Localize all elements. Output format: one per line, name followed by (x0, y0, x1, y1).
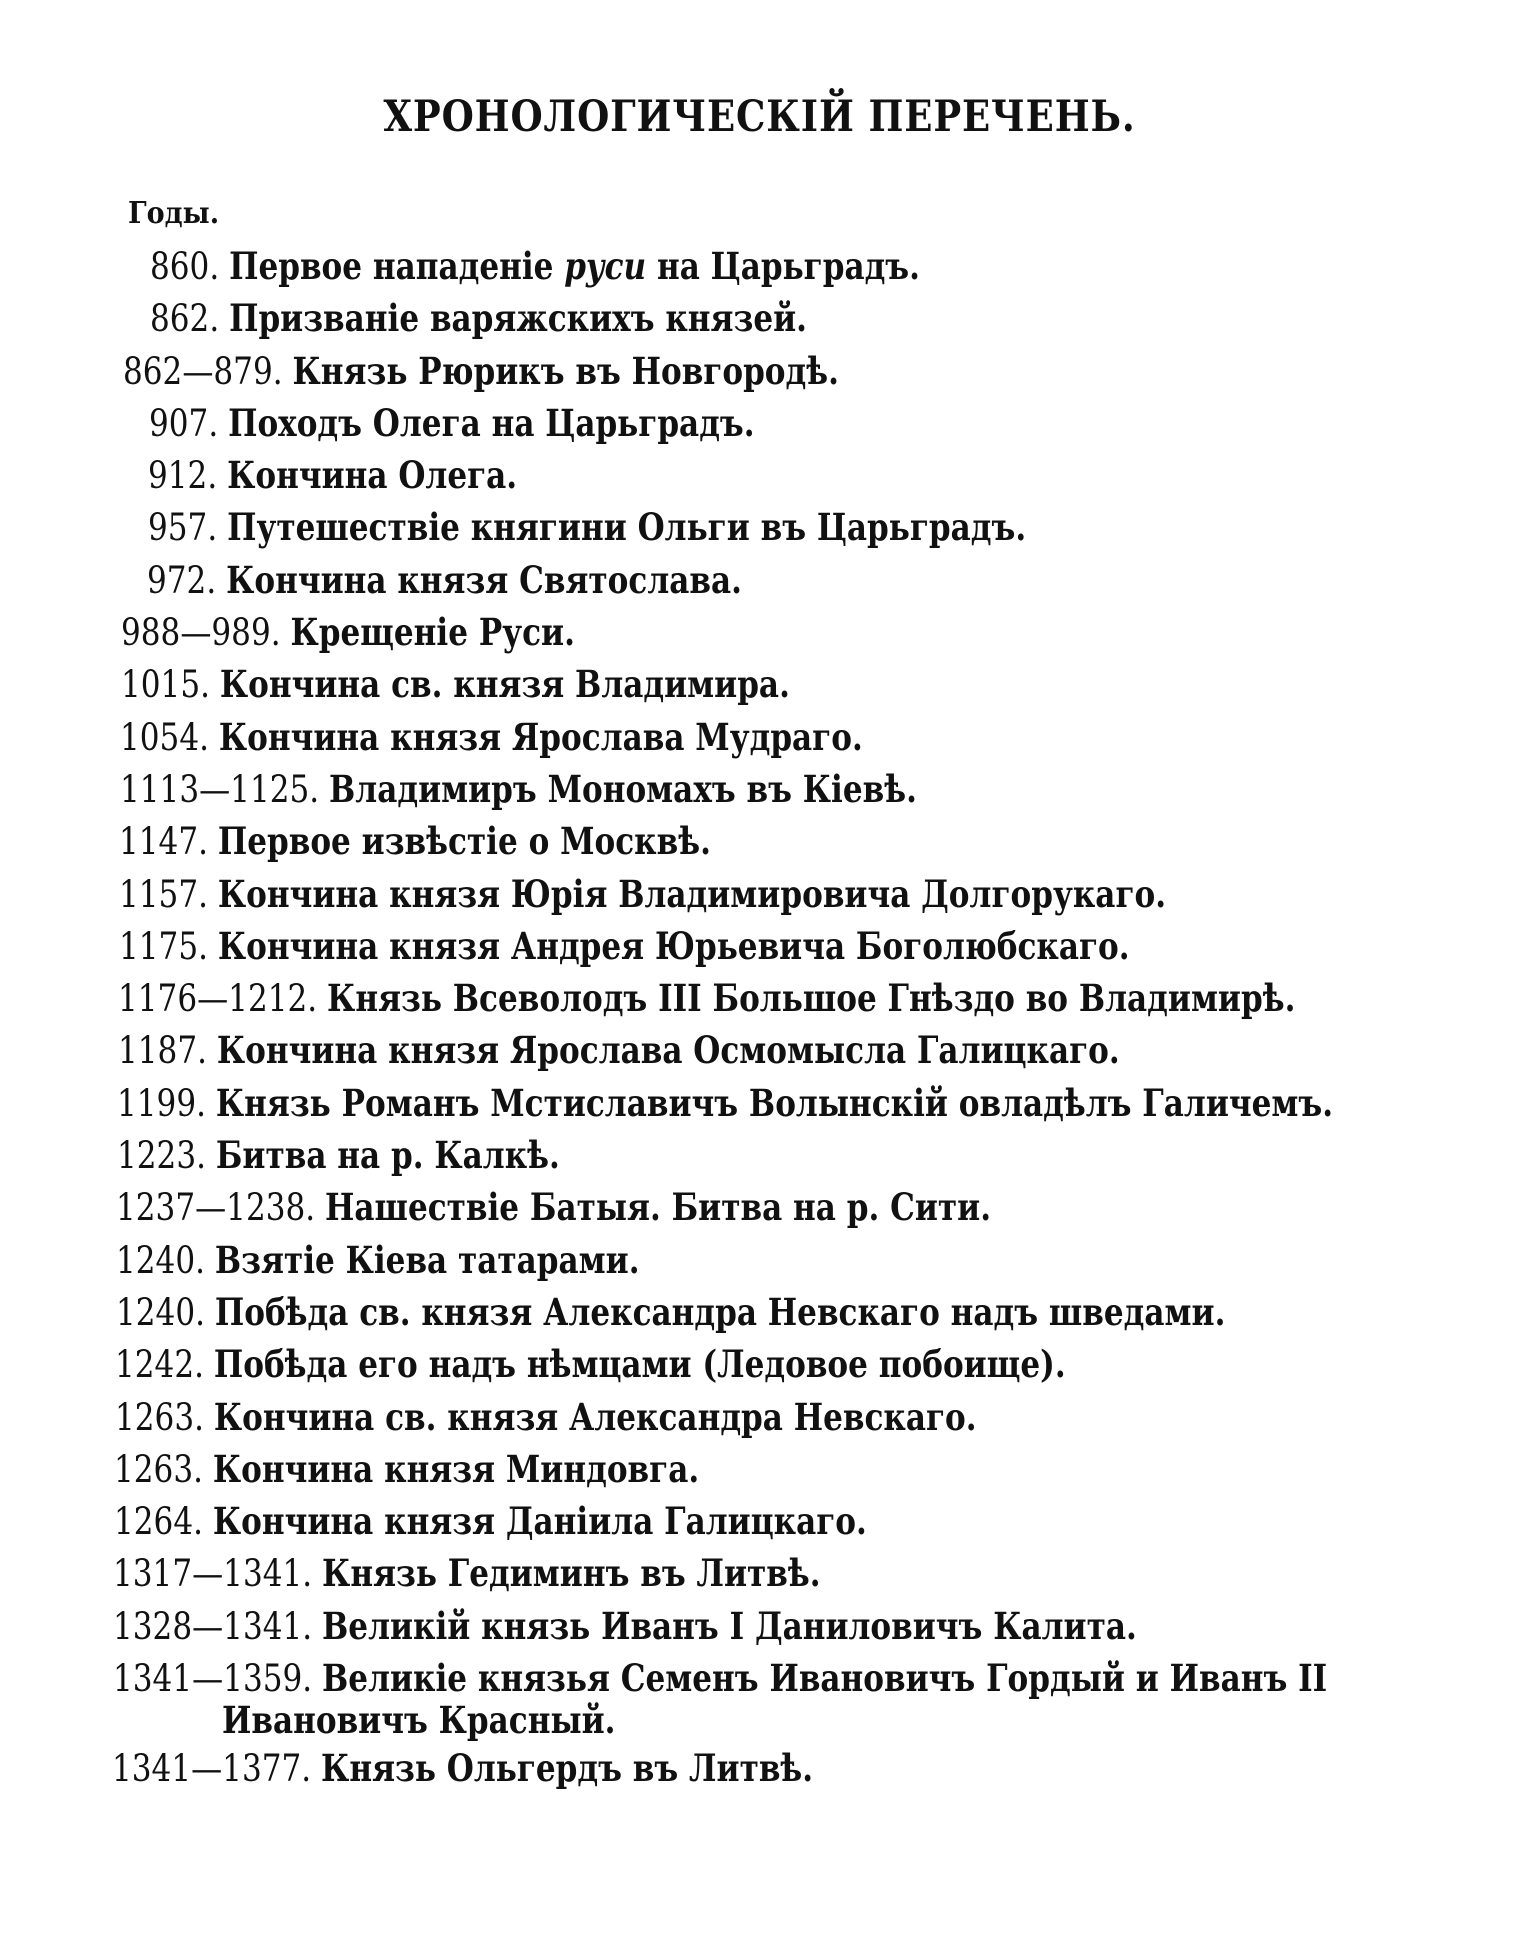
entry-event-text: Кончина князя Миндовга. (212, 1446, 700, 1491)
entry-continuation: Ивановичъ Красный. (222, 1698, 616, 1743)
entry-year: 957. (148, 506, 218, 550)
list-item (0, 1077, 1519, 1129)
list-item (0, 763, 1519, 815)
entry-year: 1176—1212. (118, 977, 318, 1021)
entry-event-emphasis: руси (564, 244, 647, 288)
entry-year: 1157. (119, 872, 208, 916)
entry-event (322, 1551, 821, 1595)
list-item (0, 292, 1519, 344)
entry-event (219, 715, 863, 759)
entry-event (226, 558, 742, 602)
entry-year: 860. (150, 245, 220, 288)
entry-event-text: Первое нападеніе (229, 244, 565, 288)
entry-year: 1317—1341. (113, 1552, 313, 1596)
entry-event (321, 1746, 813, 1790)
entry-event (216, 1133, 560, 1177)
list-item (0, 1024, 1519, 1076)
list-item (0, 1391, 1519, 1443)
chronology-list (0, 240, 1519, 1794)
entry-event (227, 505, 1026, 549)
entry-event (229, 296, 807, 340)
entry-event-text: Князь Гедиминъ въ Литвѣ. (322, 1551, 821, 1596)
entry-event (218, 872, 1166, 916)
list-item (0, 501, 1519, 553)
entry-event (290, 610, 574, 654)
list-item (0, 1600, 1519, 1652)
entry-year: 1328—1341. (113, 1604, 313, 1648)
entry-event-text: Князь Рюрикъ въ Новгородѣ. (292, 348, 839, 393)
entry-year: 862—879. (123, 349, 283, 393)
list-item (0, 815, 1519, 867)
entry-event-text: Князь Ольгердъ въ Литвѣ. (321, 1746, 814, 1791)
entry-event (218, 819, 711, 863)
entry-event-text: Побѣда его надъ нѣмцами (Ледовое побоище). (213, 1342, 1066, 1387)
list-item (0, 240, 1519, 292)
entry-year: 988—989. (121, 611, 281, 655)
entry-event (214, 1395, 977, 1439)
entry-event-text-end: на Царьградъ. (646, 244, 920, 288)
entry-event (216, 1081, 1333, 1125)
list-item (0, 1652, 1519, 1742)
list-item (0, 449, 1519, 501)
list-item (0, 1742, 1519, 1794)
entry-year: 972. (147, 558, 217, 602)
list-item (0, 972, 1519, 1024)
entry-event (229, 244, 920, 288)
entry-event-text: Побѣда св. князя Александра Невскаго надъ шведами. (214, 1289, 1226, 1334)
entry-year: 1199. (117, 1081, 206, 1125)
list-item (0, 1547, 1519, 1599)
list-item (0, 1443, 1519, 1495)
entry-year: 1341—1377. (112, 1747, 312, 1791)
entry-event (213, 1499, 867, 1543)
entry-event-text: Кончина св. князя Владимира. (219, 662, 790, 707)
entry-year: 1223. (117, 1134, 206, 1178)
entry-event (325, 1185, 991, 1229)
entry-event-text: Князь Всеволодъ III Большое Гнѣздо во Владимирѣ. (327, 976, 1296, 1021)
entry-year: 912. (148, 454, 218, 498)
entry-event-text: Великій князь Иванъ I Даниловичъ Калита. (322, 1603, 1137, 1648)
entry-year: 1264. (114, 1500, 203, 1544)
entry-event (215, 1238, 640, 1282)
entry-year: 1240. (116, 1290, 205, 1334)
entry-event (228, 401, 754, 445)
entry-year: 1240. (116, 1238, 205, 1282)
entry-event (327, 976, 1295, 1020)
list-item (0, 711, 1519, 763)
entry-year: 1054. (120, 715, 209, 759)
entry-event (329, 767, 917, 811)
entry-event-text: Кончина св. князя Александра Невскаго. (213, 1394, 977, 1439)
entry-event (213, 1447, 699, 1491)
entry-event-text: Кончина князя Святослава. (226, 557, 742, 602)
list-item (0, 920, 1519, 972)
entry-event-text: Кончина Олега. (227, 453, 518, 498)
entry-event (220, 662, 790, 706)
entry-event (214, 1342, 1066, 1386)
entry-event-text: Первое извѣстіе о Москвѣ. (217, 819, 711, 864)
entry-event-text: Крещеніе Руси. (290, 610, 575, 655)
entry-year: 1237—1238. (116, 1186, 316, 1230)
entry-year: 862. (150, 297, 220, 341)
entry-year: 1242. (115, 1343, 204, 1387)
entry-event (218, 924, 1130, 968)
entry-year: 1175. (119, 924, 208, 968)
entry-year: 1263. (114, 1447, 203, 1491)
list-item (0, 1495, 1519, 1547)
entry-event-text: Владимиръ Мономахъ въ Кіевѣ. (329, 766, 917, 811)
entry-event-text: Кончина князя Андрея Юрьевича Боголюбскаго. (217, 923, 1130, 968)
entry-year: 1113—1125. (120, 767, 320, 811)
entry-year: 1341—1359. (113, 1657, 313, 1701)
entry-event-text: Походъ Олега на Царьградъ. (228, 400, 755, 445)
list-item (0, 1129, 1519, 1181)
entry-event-text: Путешествіе княгини Ольги въ Царьградъ. (227, 505, 1027, 550)
entry-event (217, 1028, 1120, 1072)
list-item (0, 658, 1519, 710)
entry-event-text: Призваніе варяжскихъ князей. (229, 296, 808, 341)
entry-year: 1187. (118, 1029, 207, 1073)
list-item (0, 397, 1519, 449)
entry-event-text: Кончина князя Даніила Галицкаго. (212, 1499, 867, 1544)
list-item (0, 345, 1519, 397)
entry-event (322, 1604, 1137, 1648)
entry-event-text: Кончина князя Юрія Владимировича Долгорукаго. (217, 871, 1167, 916)
entry-year: 1015. (121, 663, 210, 707)
entry-event (215, 1290, 1226, 1334)
entry-year: 1147. (119, 820, 208, 864)
list-item (0, 606, 1519, 658)
entry-event-text: Кончина князя Ярослава Мудраго. (218, 714, 863, 759)
entry-year: 907. (149, 401, 219, 445)
entry-event-text: Взятіе Кіева татарами. (214, 1237, 640, 1282)
list-item (0, 1234, 1519, 1286)
entry-event-text: Князь Романъ Мстиславичъ Волынскій овладѣлъ Галичемъ. (215, 1080, 1334, 1125)
column-heading-years: Годы. (128, 196, 220, 231)
list-item (0, 1181, 1519, 1233)
entry-event (227, 453, 517, 497)
list-item (0, 1338, 1519, 1390)
list-item (0, 1286, 1519, 1338)
entry-event-text: Кончина князя Ярослава Осмомысла Галицкаго. (216, 1028, 1120, 1073)
entry-event (292, 349, 838, 393)
entry-event-text: Битва на р. Калкѣ. (215, 1133, 560, 1178)
list-item (0, 868, 1519, 920)
entry-event-text: Нашествіе Батыя. Битва на р. Сити. (325, 1185, 992, 1230)
list-item (0, 554, 1519, 606)
page-title: ХРОНОЛОГИЧЕСКІЙ ПЕРЕЧЕНЬ. (383, 92, 1136, 142)
entry-year: 1263. (115, 1395, 204, 1439)
entry-event-text: Великіе князья Семенъ Ивановичъ Гордый и Иванъ II (322, 1656, 1328, 1701)
